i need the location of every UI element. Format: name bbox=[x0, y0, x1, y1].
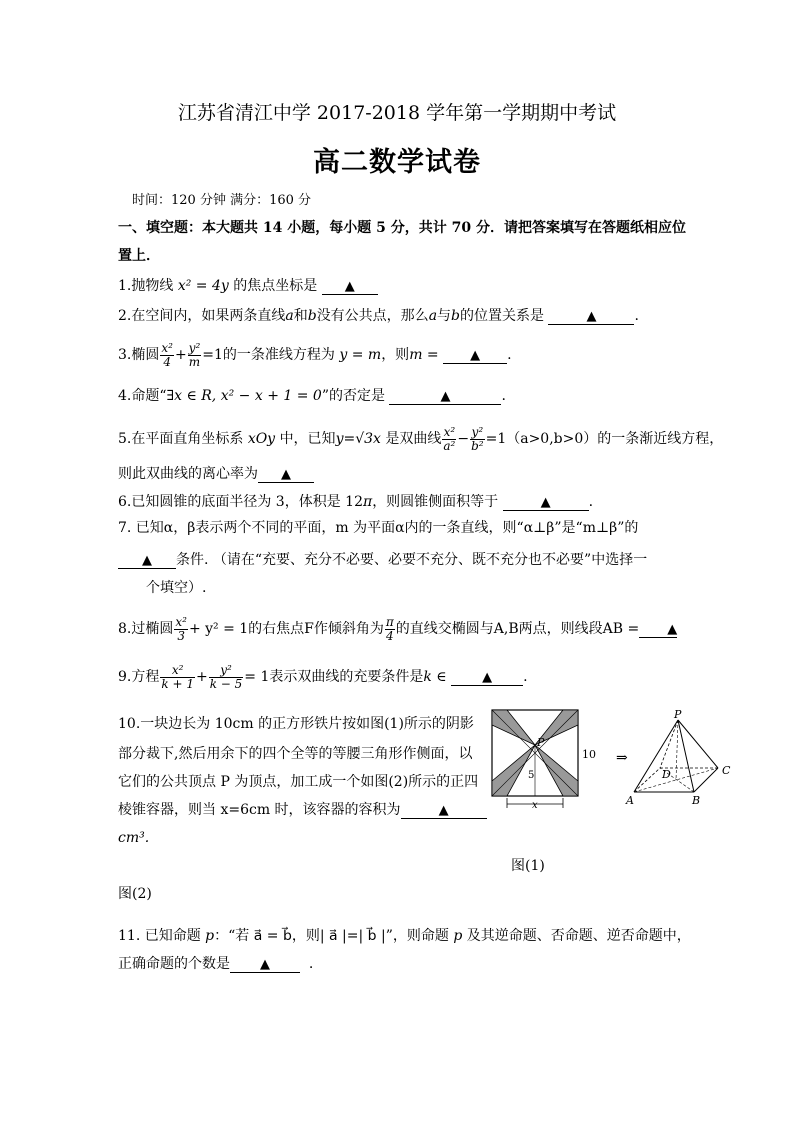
q7-answer-blank[interactable] bbox=[118, 552, 176, 569]
q8-f-den: 3 bbox=[177, 628, 185, 643]
blank-mark: ▲ bbox=[344, 279, 355, 294]
q11-post: 及其逆命题、否命题、逆否命题中， bbox=[466, 928, 691, 944]
question-10-line4 bbox=[118, 800, 487, 820]
fig1-label-five: 5 bbox=[528, 770, 535, 781]
fig2-label-D: D bbox=[662, 768, 671, 781]
q9-f1-num: x² bbox=[160, 664, 195, 678]
exam-info: 时间：120 分钟 满分：160 分 bbox=[132, 193, 312, 208]
q2-b: b bbox=[307, 308, 317, 324]
figure-1-square bbox=[486, 706, 606, 812]
q2-post: 的位置关系是 bbox=[460, 308, 545, 324]
question-8 bbox=[118, 614, 677, 644]
q8-fraction-pi bbox=[385, 616, 395, 643]
blank-mark: ▲ bbox=[260, 957, 270, 972]
question-10-unit: cm³. bbox=[118, 830, 150, 846]
q9-pre: 9.方程 bbox=[118, 669, 160, 685]
q10-line4-pre: 棱锥容器，则当 x=6cm 时，该容器的容积为 bbox=[118, 802, 401, 818]
q4-answer-blank[interactable] bbox=[389, 388, 501, 405]
q6-pre: 6.已知圆锥的底面半径为 3，体积是 12 bbox=[118, 494, 363, 510]
question-5-line1: 5.在平面直角坐标系 xOy 中，已知y=√3x 是双曲线 $\frac{\text{x²}}{\text{a²}}$ − $\frac{\text{y²}}{\text{b²}}$ =1（a>0,b>0）的一条渐近线方程， bbox=[118, 424, 724, 453]
q5-f1-den: a² bbox=[443, 438, 456, 453]
q6-end: . bbox=[588, 494, 594, 510]
q1-post: 的焦点坐标是 bbox=[233, 278, 318, 294]
figure-2-pyramid bbox=[624, 708, 744, 808]
q3-fraction-2 bbox=[188, 342, 202, 369]
blank-mark: ▲ bbox=[470, 348, 481, 363]
blank-mark: ▲ bbox=[667, 622, 678, 637]
q9-k: k ∈ bbox=[423, 669, 447, 685]
question-11-line1 bbox=[118, 926, 691, 946]
q5-mid: 中，已知 bbox=[279, 431, 336, 447]
q2-text: 2.在空间内，如果两条直线 bbox=[118, 308, 286, 324]
q5-pre: 5.在平面直角坐标系 bbox=[118, 431, 244, 447]
q2-a2: a bbox=[428, 308, 438, 324]
q3-fraction-1 bbox=[160, 342, 174, 369]
q3-mid: =1的一条准线方程为 bbox=[202, 347, 335, 363]
q11-p: p bbox=[205, 928, 215, 944]
q3-m: m = bbox=[409, 347, 439, 363]
q2-mid2: 没有公共点，那么 bbox=[316, 308, 429, 324]
q9-fraction-1 bbox=[160, 664, 195, 691]
q2-mid3: 与 bbox=[437, 308, 452, 324]
q5-asym: y=√3x bbox=[335, 431, 381, 447]
question-3 bbox=[118, 340, 512, 370]
q3-f1-num: x² bbox=[161, 340, 173, 355]
q11-answer-blank[interactable] bbox=[230, 956, 300, 973]
q5-line2: 则此双曲线的离心率为 bbox=[118, 466, 258, 482]
fig1-label-x: x bbox=[532, 800, 538, 811]
q4-expr: ∃x ∈ R, x² − x + 1 = 0 bbox=[166, 388, 322, 404]
q3-eq: y = m bbox=[339, 347, 382, 363]
q3-f2-num: y² bbox=[188, 340, 201, 355]
question-10-line1: 10.一块边长为 10cm 的正方形铁片按如图(1)所示的阴影 bbox=[118, 716, 474, 732]
section-heading-line2: 置上． bbox=[118, 248, 160, 264]
q2-end: . bbox=[634, 308, 639, 324]
fig2-label-A: A bbox=[626, 794, 634, 807]
question-4 bbox=[118, 386, 506, 406]
question-10-line3: 它们的公共顶点 P 为顶点，加工成一个如图(2)所示的正四 bbox=[118, 774, 479, 790]
q8-fraction-1 bbox=[174, 616, 188, 643]
question-9 bbox=[118, 662, 528, 692]
q11-mid: ：“若 a⃗ = b⃗，则| a⃗ |=| b⃗ |”，则命题 bbox=[214, 928, 449, 944]
q3-plus: + bbox=[174, 347, 187, 363]
q8-pre: 8.过椭圆 bbox=[118, 621, 174, 637]
blank-mark: ▲ bbox=[586, 309, 597, 324]
q6-answer-blank[interactable] bbox=[503, 494, 589, 511]
q7-line2-post: 条件. （请在“充要、充分不必要、必要不充分、既不充分也不必要”中选择一 bbox=[176, 552, 648, 568]
question-11-line2 bbox=[118, 954, 313, 974]
q9-fraction-2 bbox=[209, 664, 244, 691]
q1-answer-blank[interactable] bbox=[322, 278, 378, 295]
q9-f2-num: y² bbox=[209, 664, 244, 678]
question-2 bbox=[118, 306, 639, 326]
q9-f2-den: k − 5 bbox=[209, 676, 243, 691]
question-7-line2 bbox=[118, 550, 647, 570]
q4-pre: 4.命题“ bbox=[118, 388, 167, 404]
figure-2-caption: 图(2) bbox=[118, 886, 152, 902]
blank-mark: ▲ bbox=[281, 467, 291, 482]
blank-mark: ▲ bbox=[440, 389, 451, 404]
figure-1-caption: 图(1) bbox=[511, 858, 545, 874]
q5-f2-num: y² bbox=[471, 424, 484, 439]
question-10-line2: 部分裁下,然后用余下的四个全等的等腰三角形作侧面，以 bbox=[118, 746, 473, 762]
blank-mark: ▲ bbox=[482, 670, 493, 685]
q2-answer-blank[interactable] bbox=[548, 308, 634, 325]
blank-mark: ▲ bbox=[438, 803, 449, 818]
q3-f2-den: m bbox=[188, 354, 201, 369]
q8-mid: + y² = 1的右焦点F作倾斜角为 bbox=[188, 621, 384, 637]
q3-pre: 3.椭圆 bbox=[118, 347, 160, 363]
fig2-label-B: B bbox=[692, 794, 701, 807]
question-1 bbox=[118, 276, 378, 296]
q3-answer-blank[interactable] bbox=[443, 347, 507, 364]
question-5-line2 bbox=[118, 464, 314, 484]
question-7-line1: 7. 已知α，β表示两个不同的平面，m 为平面α内的一条直线，则“α⊥β”是“m⊥β”的 bbox=[118, 520, 639, 536]
blank-mark: ▲ bbox=[142, 553, 152, 568]
q11-pre: 11. 已知命题 bbox=[118, 928, 201, 944]
q9-mid: = 1表示双曲线的充要条件是 bbox=[244, 669, 424, 685]
q9-end: . bbox=[523, 669, 528, 685]
blank-mark: ▲ bbox=[540, 495, 551, 510]
q8-post: 的直线交椭圆与A,B两点，则线段AB = bbox=[395, 621, 640, 637]
q4-post: ”的否定是 bbox=[321, 388, 385, 404]
q6-pi: π bbox=[362, 494, 373, 510]
exam-subtitle: 高二数学试卷 bbox=[313, 147, 481, 178]
q11-end: . bbox=[308, 956, 314, 972]
question-7-line3: 个填空）. bbox=[146, 580, 207, 596]
q2-b2: b bbox=[451, 308, 461, 324]
q11-line2: 正确命题的个数是 bbox=[118, 956, 230, 972]
q9-f1-den: k + 1 bbox=[161, 676, 194, 691]
q5-post: =1（a>0,b>0）的一条渐近线方程， bbox=[485, 431, 724, 447]
q8-pi-den: 4 bbox=[386, 628, 394, 643]
q8-f-num: x² bbox=[175, 614, 187, 629]
fig2-label-P: P bbox=[674, 708, 682, 721]
q1-expr: x² = 4y bbox=[177, 278, 229, 294]
q5-xoy: xOy bbox=[247, 431, 276, 447]
q3-f1-den: 4 bbox=[163, 354, 171, 369]
q8-pi-num: π bbox=[385, 614, 394, 629]
q5-fraction-2 bbox=[470, 426, 485, 453]
q2-a: a bbox=[285, 308, 294, 324]
fig1-label-p: P bbox=[537, 736, 545, 749]
q8-answer-blank[interactable] bbox=[639, 621, 677, 638]
q9-plus: + bbox=[195, 669, 208, 685]
q10-answer-blank[interactable] bbox=[401, 802, 487, 819]
q5-f2-den: b² bbox=[471, 438, 484, 453]
q6-post: ，则圆锥侧面积等于 bbox=[372, 494, 499, 510]
q5-f1-num: x² bbox=[443, 424, 456, 439]
q11-p2: p bbox=[453, 928, 463, 944]
q1-pre: 1.抛物线 bbox=[118, 278, 174, 294]
q5-answer-blank[interactable] bbox=[258, 466, 314, 483]
q2-mid: 和 bbox=[293, 308, 308, 324]
q9-answer-blank[interactable] bbox=[451, 669, 523, 686]
fig-arrow: ⇒ bbox=[616, 750, 628, 766]
q3-end: . bbox=[507, 347, 512, 363]
q5-fraction-1 bbox=[442, 426, 456, 453]
q3-mid2: ，则 bbox=[381, 347, 410, 363]
question-6 bbox=[118, 492, 593, 512]
q5-mid2: 是双曲线 bbox=[385, 431, 442, 447]
exam-title: 江苏省清江中学 2017-2018 学年第一学期期中考试 bbox=[177, 102, 617, 124]
q4-end: . bbox=[501, 388, 506, 404]
fig2-label-C: C bbox=[722, 764, 731, 777]
fig1-label-ten: 10 bbox=[582, 748, 596, 761]
section-heading-line1: 一、填空题：本大题共 14 小题，每小题 5 分，共计 70 分．请把答案填写在答题纸相应位 bbox=[118, 220, 686, 236]
